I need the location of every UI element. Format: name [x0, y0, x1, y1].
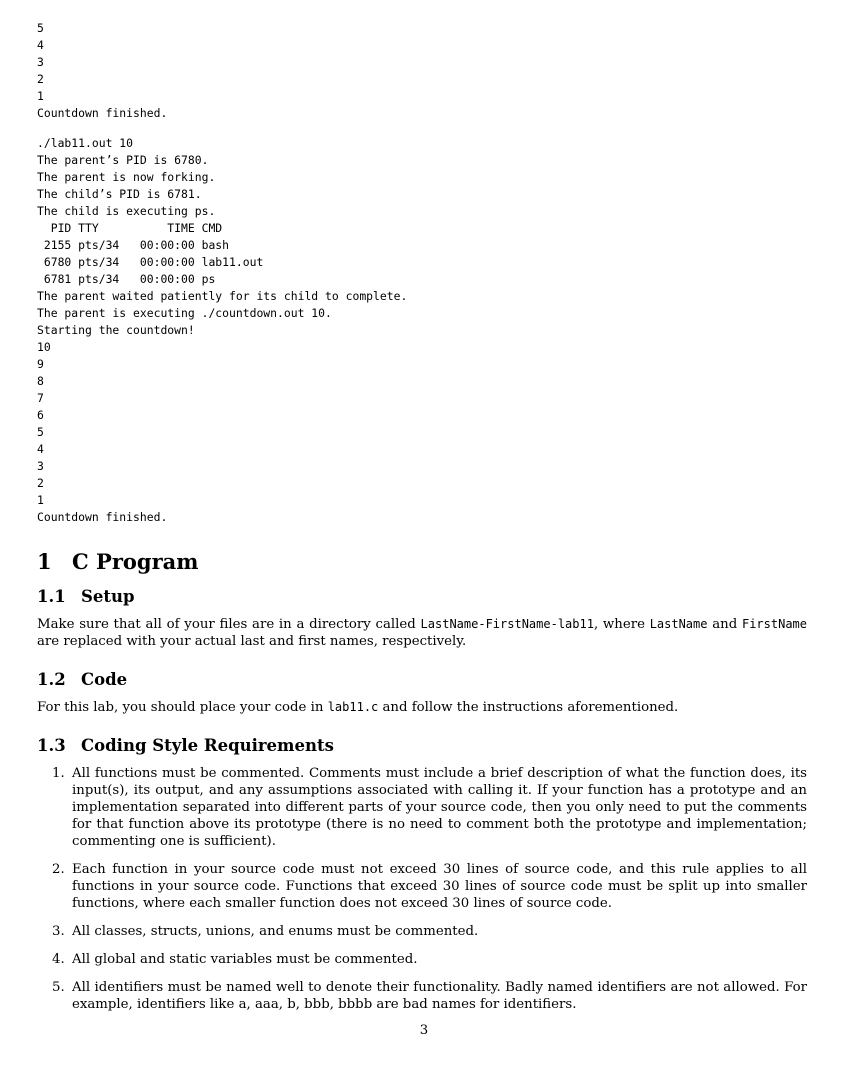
section-number: 1: [37, 549, 52, 574]
subsection-heading-coding-style: [37, 735, 334, 757]
list-item-number: 5.: [52, 980, 65, 995]
terminal-line: 7: [37, 391, 44, 405]
subsection-title: Code: [81, 670, 128, 689]
terminal-line: 4: [37, 38, 44, 52]
section-heading-c-program: [37, 548, 198, 576]
subsection-number: 1.1: [37, 587, 66, 606]
terminal-line: 4: [37, 442, 44, 456]
terminal-line: The child is executing ps.: [37, 204, 216, 218]
list-item: [37, 951, 807, 968]
list-item-text: All functions must be commented. Comments must include a brief description of what the function does, its input(s), its output, and any assumptions associated with calling it. If your function has a prototype and an implementation separated into different parts of your source code, then you only need to put the comments for that function above its prototype (there is no need to comment both the prototype and implementation; commenting one is sufficient).: [72, 766, 807, 849]
list-item-text: All classes, structs, unions, and enums must be commented.: [72, 924, 479, 939]
terminal-line: 8: [37, 374, 44, 388]
terminal-output-countdown: [37, 20, 167, 122]
subsection-title: Setup: [81, 587, 135, 606]
subsection-heading-setup: [37, 586, 135, 608]
terminal-line: 10: [37, 340, 51, 354]
terminal-line: 3: [37, 55, 44, 69]
source-file-name: lab11.c: [327, 700, 379, 714]
terminal-line: PID TTY TIME CMD: [37, 221, 223, 235]
subsection-title: Coding Style Requirements: [81, 736, 334, 755]
subsection-heading-code: [37, 669, 127, 691]
first-name-token: FirstName: [741, 617, 807, 631]
terminal-line: 6: [37, 408, 44, 422]
list-item-number: 4.: [52, 952, 65, 967]
list-item-text: All global and static variables must be commented.: [72, 952, 418, 967]
subsection-number: 1.2: [37, 670, 66, 689]
terminal-line: 2: [37, 72, 44, 86]
terminal-line: 2155 pts/34 00:00:00 bash: [37, 238, 230, 252]
setup-text: Make sure that all of your files are in a directory called: [37, 617, 421, 632]
setup-paragraph: [37, 616, 807, 650]
terminal-output-lab11-run: [37, 135, 407, 526]
code-paragraph: [37, 699, 807, 716]
terminal-line: The child’s PID is 6781.: [37, 187, 202, 201]
terminal-line: 3: [37, 459, 44, 473]
subsection-number: 1.3: [37, 736, 66, 755]
code-text: and follow the instructions aforementioned.: [378, 700, 679, 715]
list-item-number: 3.: [52, 924, 65, 939]
terminal-line: 5: [37, 21, 44, 35]
setup-text: and: [707, 617, 742, 632]
terminal-line: The parent’s PID is 6780.: [37, 153, 209, 167]
terminal-line: Starting the countdown!: [37, 323, 195, 337]
list-item-number: 1.: [52, 766, 65, 781]
terminal-line: The parent is executing ./countdown.out 10.: [37, 306, 332, 320]
list-item-number: 2.: [52, 862, 65, 877]
setup-text: are replaced with your actual last and first names, respectively.: [37, 634, 467, 649]
list-item: [37, 979, 807, 1013]
code-text: For this lab, you should place your code in: [37, 700, 328, 715]
list-item: [37, 923, 807, 940]
list-item-text: All identifiers must be named well to denote their functionality. Badly named identifiers are not allowed. For example, identifiers like a, aaa, b, bbb, bbbb are bad names for identifiers.: [72, 980, 807, 1012]
list-item: [37, 765, 807, 850]
terminal-line: The parent waited patiently for its child to complete.: [37, 289, 408, 303]
terminal-line: 5: [37, 425, 44, 439]
terminal-line: Countdown finished.: [37, 510, 168, 524]
coding-style-requirements-list: [37, 765, 807, 1024]
terminal-line: The parent is now forking.: [37, 170, 216, 184]
terminal-line: 9: [37, 357, 44, 371]
last-name-token: LastName: [649, 617, 708, 631]
page-number: 3: [419, 1023, 429, 1038]
terminal-line: 1: [37, 493, 44, 507]
terminal-line: 1: [37, 89, 44, 103]
setup-text: , where: [593, 617, 650, 632]
terminal-line: Countdown finished.: [37, 106, 168, 120]
terminal-line: ./lab11.out 10: [37, 136, 134, 150]
terminal-line: 6780 pts/34 00:00:00 lab11.out: [37, 255, 264, 269]
terminal-line: 6781 pts/34 00:00:00 ps: [37, 272, 216, 286]
terminal-line: 2: [37, 476, 44, 490]
list-item: [37, 861, 807, 912]
section-title: C Program: [72, 549, 199, 574]
directory-name: LastName-FirstName-lab11: [420, 617, 594, 631]
list-item-text: Each function in your source code must not exceed 30 lines of source code, and this rule applies to all functions in your source code. Functions that exceed 30 lines of source code must be split up into smaller functions, where each smaller function does not exceed 30 lines of source code.: [72, 862, 807, 911]
